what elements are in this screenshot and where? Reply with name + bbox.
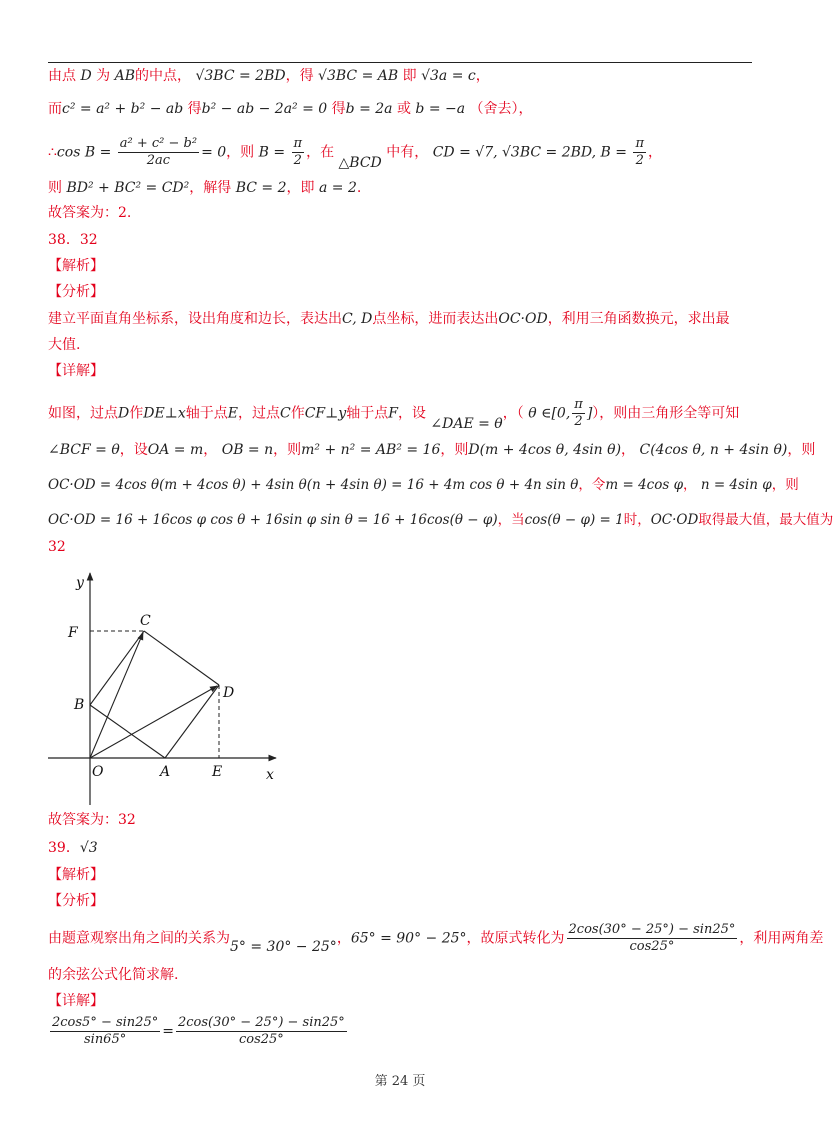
label-B: B [74,697,85,713]
solution-line-4: 则 BD² + BC² = CD²，解得 BC = 2，即 a = 2. [48,180,362,196]
analysis-line-2: 大值. [48,337,81,353]
label-A: A [160,764,171,780]
label-D: D [223,685,235,701]
fraction-pi-half-2: $\frac{\pi}{2}$ [635,136,645,168]
fraction-pi-half: $\frac{\pi}{2}$ [293,136,303,168]
section-jiexi-39: 【解析】 [48,867,104,883]
vector-OD [90,686,217,758]
coordinate-figure [48,565,288,810]
analysis-line-1: 建立平面直角坐标系，设出角度和边长，表达出C, D点坐标，进而表达出OC·OD，利用三角函数换元，求出最 [48,311,730,327]
page-number: 第 24 页 [374,1074,426,1089]
answer-37: 故答案为：2. [48,205,132,221]
top-rule [48,62,752,63]
solution-line-1: 由点 D 为 AB的中点， √3BC = 2BD，得 √3BC = AB 即 √3a = c， [48,68,490,84]
fraction-pi-half-3: $\frac{\pi}{2}$ [574,397,583,429]
section-xiangjie-38: 【详解】 [48,363,104,379]
detail-line-2: ∠BCF = θ，设OA = m， OB = n，则m² + n² = AB² = 16，则D(m + 4cos θ, 4sin θ)， C(4cos θ, n + 4sin θ)，则 [48,442,816,458]
segment-DC [144,631,219,685]
fraction-rhs: $\frac{2\cos(30^\circ - 25^\circ) - \sin 25^\circ}{\cos 25^\circ}$ [177,1015,345,1047]
analysis-39-line-2: 的余弦公式化简求解. [48,967,179,983]
detail-line-4: OC·OD = 16 + 16cos φ cos θ + 16sin φ sin θ = 16 + 16cos(θ − φ)，当cos(θ − φ) = 1时，OC·OD取得最大值，最大值为 [48,512,833,528]
analysis-39-line-1: 由题意观察出角之间的关系为5° = 30° − 25°，65° = 90° − 25°，故原式转化为 $\frac{2\cos(30^\circ - 25^\circ) - \sin 25^\circ}{\cos 25^\circ}$ ，利用两角差 [48,922,824,955]
question-38-answer: 38．32 [48,232,98,248]
label-F: F [68,625,78,641]
vector-OC [90,633,143,758]
fraction-lhs: $\frac{2\cos 5^\circ - \sin 25^\circ}{\sin 65^\circ}$ [52,1015,159,1047]
label-x: x [266,767,274,783]
label-C: C [140,613,151,629]
segment-AD [165,685,219,758]
solution-line-2: 而c² = a² + b² − ab 得b² − ab − 2a² = 0 得b = 2a 或 b = −a （舍去）， [48,101,533,117]
max-value: 32 [48,539,66,555]
detail-line-1: 如图，过点D作DE⊥x轴于点E，过点C作CF⊥y轴于点F，设 ∠DAE = θ，（ θ ∈[0, $\frac{\pi}{2}$ ]），则由三角形全等可知 [48,397,740,432]
label-E: E [212,764,223,780]
detail-line-3: OC·OD = 4cos θ(m + 4cos θ) + 4sin θ(n + 4sin θ) = 16 + 4m cos θ + 4n sin θ，令m = 4cos φ， n = 4sin φ，则 [48,477,799,493]
label-y: y [76,575,84,591]
solution-line-3: ∴cos B = $\frac{\text{a² + c² − b²}}{2ac}$ = 0，则 B = $\frac{\pi}{2}$ ，在 △BCD 中有， CD = √7, √3BC = 2BD, B = $\frac{\pi}{2}$ ， [48,136,663,171]
label-O: O [92,764,104,780]
section-xiangjie-39: 【详解】 [48,993,104,1009]
detail-39-equation: $\frac{2\cos 5^\circ - \sin 25^\circ}{\sin 65^\circ}$ = $\frac{2\cos(30^\circ - 25^\circ) - \sin 25^\circ}{\cos 25^\circ}$ [52,1015,345,1047]
fraction-transform: $\frac{2\cos(30^\circ - 25^\circ) - \sin 25^\circ}{\cos 25^\circ}$ [568,922,736,954]
question-39-answer: 39．√3 [48,840,98,856]
answer-38: 故答案为：32 [48,812,136,828]
section-jiexi-38: 【解析】 [48,258,104,274]
section-fenxi-39: 【分析】 [48,893,104,909]
fraction-cosB: $\frac{\text{a² + c² − b²}}{2ac}$ [119,136,198,168]
section-fenxi-38: 【分析】 [48,284,104,300]
